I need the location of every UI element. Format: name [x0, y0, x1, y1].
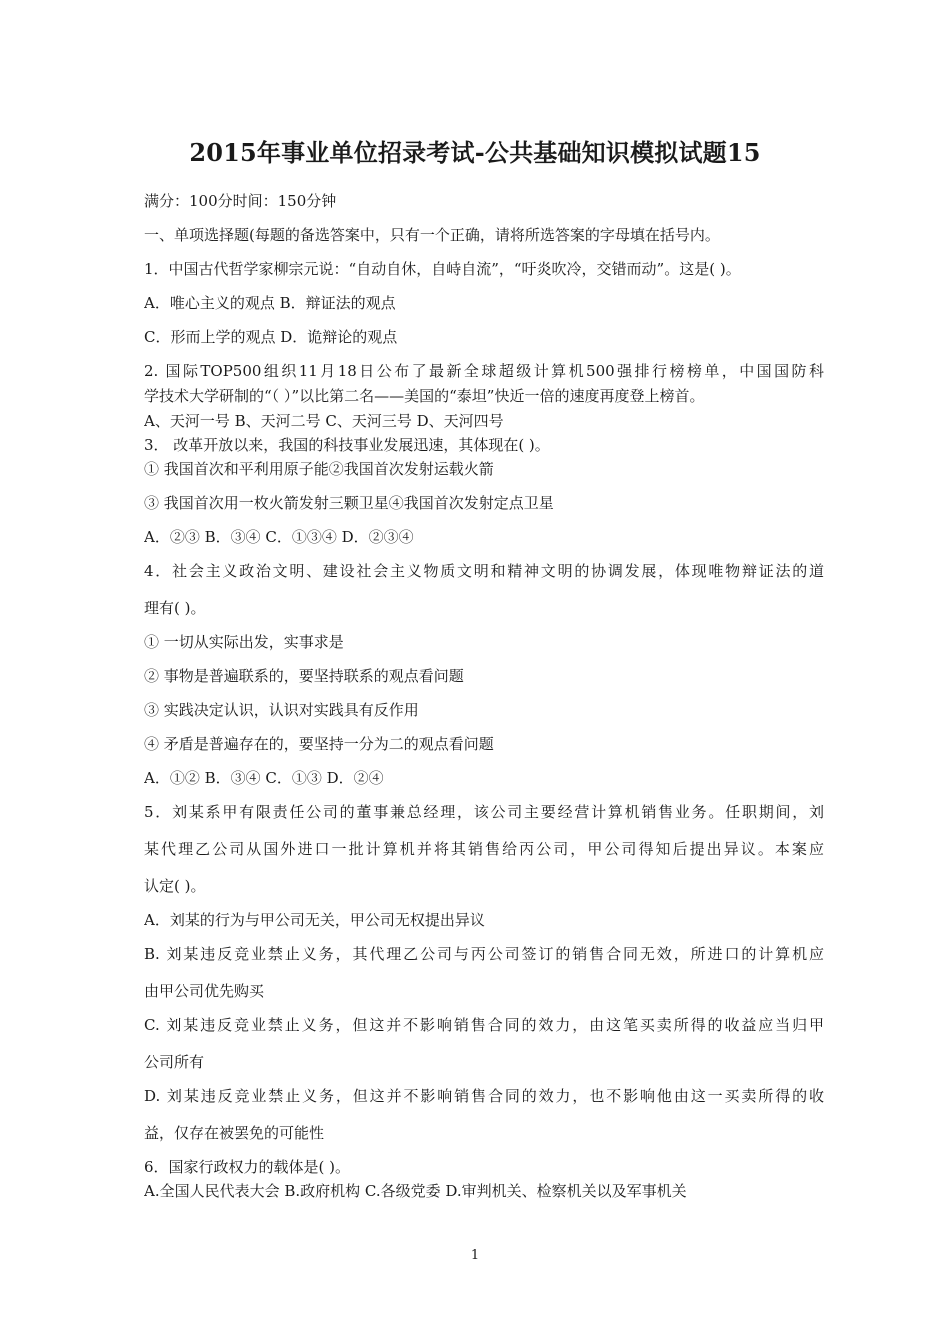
question-4: 4．社会主义政治文明、建设社会主义物质文明和精神文明的协调发展，体现唯物辩证法的道: [144, 562, 824, 580]
question-4-item-3: ③ 实践决定认识，认识对实践具有反作用: [144, 701, 419, 719]
score-time-line: 满分：100分时间：150分钟: [144, 192, 337, 210]
question-1: 1．中国古代哲学家柳宗元说：“自动自休，自峙自流”，“吁炎吹冷，交错而动”。这是( )。: [144, 260, 741, 278]
question-1-options-cd: C．形而上学的观点 D．诡辩论的观点: [144, 328, 398, 346]
question-5-option-c-cont: 公司所有: [144, 1053, 205, 1071]
question-5-option-c: C. 刘某违反竞业禁止义务，但这并不影响销售合同的效力，由这笔买卖所得的收益应当归甲: [144, 1016, 824, 1034]
document-title: 2015年事业单位招录考试-公共基础知识模拟试题15: [189, 138, 761, 167]
question-5-option-a: A．刘某的行为与甲公司无关，甲公司无权提出异议: [144, 911, 485, 929]
question-3-item-12: ① 我国首次和平利用原子能②我国首次发射运载火箭: [144, 460, 494, 478]
section-heading: 一、单项选择题(每题的备选答案中，只有一个正确，请将所选答案的字母填在括号内。: [144, 226, 720, 244]
question-3: 3． 改革开放以来，我国的科技事业发展迅速，其体现在( )。: [144, 436, 550, 454]
page-number: 1: [470, 1248, 480, 1263]
question-4-options: A．①② B．③④ C．①③ D．②④: [144, 769, 384, 787]
question-6-options: A.全国人民代表大会 B.政府机构 C.各级党委 D.审判机关、检察机关以及军事机关: [144, 1182, 687, 1200]
question-5: 5．刘某系甲有限责任公司的董事兼总经理，该公司主要经营计算机销售业务。任职期间，刘: [144, 803, 824, 821]
question-5-option-d: D. 刘某违反竞业禁止义务，但这并不影响销售合同的效力，也不影响他由这一买卖所得的收: [144, 1087, 824, 1105]
question-4-item-4: ④ 矛盾是普遍存在的，要坚持一分为二的观点看问题: [144, 735, 494, 753]
question-5-cont-1: 某代理乙公司从国外进口一批计算机并将其销售给丙公司，甲公司得知后提出异议。本案应: [144, 840, 824, 858]
question-4-cont: 理有( )。: [144, 599, 206, 617]
question-3-item-34: ③ 我国首次用一枚火箭发射三颗卫星④我国首次发射定点卫星: [144, 494, 554, 512]
question-5-cont-2: 认定( )。: [144, 877, 206, 895]
question-5-option-b-cont: 由甲公司优先购买: [144, 982, 265, 1000]
question-4-item-1: ① 一切从实际出发，实事求是: [144, 633, 344, 651]
question-2-options: A、天河一号 B、天河二号 C、天河三号 D、天河四号: [144, 412, 504, 430]
question-2-cont: 学技术大学研制的“（ ）”以比第二名——美国的“泰坦”快近一倍的速度再度登上榜首。: [144, 387, 705, 405]
question-4-item-2: ② 事物是普遍联系的，要坚持联系的观点看问题: [144, 667, 464, 685]
question-1-options-ab: A．唯心主义的观点 B．辩证法的观点: [144, 294, 396, 312]
question-5-option-b: B. 刘某违反竞业禁止义务，其代理乙公司与丙公司签订的销售合同无效，所进口的计算机应: [144, 945, 824, 963]
question-2: 2. 国际TOP500组织11月18日公布了最新全球超级计算机500强排行榜榜单，中国国防科: [144, 362, 824, 380]
question-5-option-d-cont: 益，仅存在被罢免的可能性: [144, 1124, 325, 1142]
question-3-options: A．②③ B．③④ C．①③④ D．②③④: [144, 528, 414, 546]
question-6: 6．国家行政权力的载体是( )。: [144, 1158, 351, 1176]
